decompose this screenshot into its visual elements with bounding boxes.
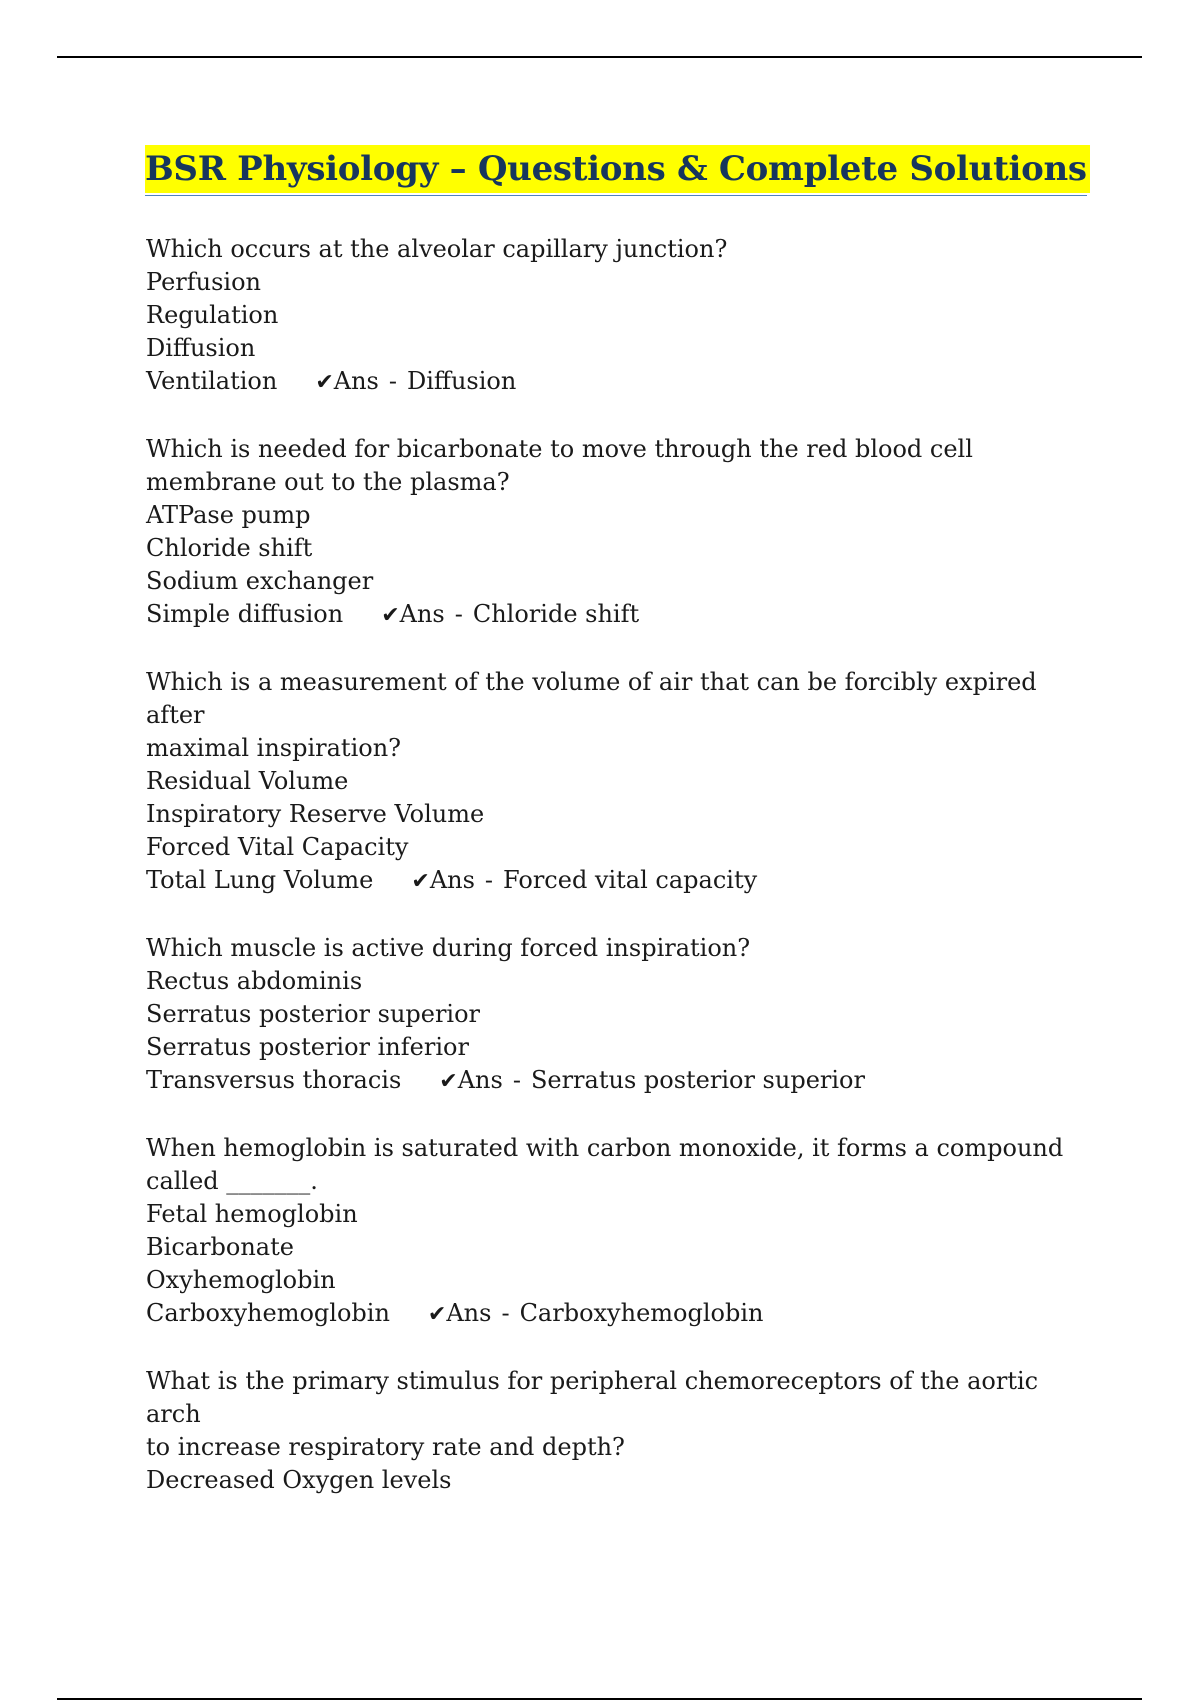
answer-label: Ans [457, 1066, 503, 1094]
answer-label: Ans [429, 866, 475, 894]
question-item [146, 666, 1096, 898]
answer-text: Diffusion [406, 367, 517, 395]
option: Forced Vital Capacity [146, 833, 409, 861]
answer-separator: - [501, 1299, 510, 1327]
answer [411, 864, 757, 898]
question-text: Which occurs at the alveolar capillary junction? [146, 235, 728, 263]
option: Decreased Oxygen levels [146, 1466, 452, 1494]
option: Regulation [146, 301, 279, 329]
option-with-answer [146, 1064, 1096, 1098]
option-with-answer [146, 864, 1096, 898]
answer-separator: - [454, 600, 463, 628]
option: Rectus abdominis [146, 967, 363, 995]
question-text: Which is needed for bicarbonate to move through the red blood cell [146, 435, 973, 463]
question-text: Which is a measurement of the volume of air that can be forcibly expired after [146, 668, 1045, 729]
answer-text: Carboxyhemoglobin [519, 1299, 764, 1327]
option: Carboxyhemoglobin [146, 1299, 390, 1327]
answer [439, 1064, 865, 1098]
checkmark-icon: ✔ [381, 603, 400, 628]
answer-text: Chloride shift [472, 600, 640, 628]
checkmark-icon: ✔ [439, 1069, 458, 1094]
answer-label: Ans [446, 1299, 492, 1327]
question-text: membrane out to the plasma? [146, 468, 510, 496]
question-item [146, 1132, 1096, 1331]
top-rule [57, 56, 1142, 58]
option: Fetal hemoglobin [146, 1200, 358, 1228]
answer-separator: - [484, 866, 494, 894]
option: Residual Volume [146, 767, 349, 795]
question-item [146, 433, 1096, 632]
option: Bicarbonate [146, 1233, 294, 1261]
answer-text: Serratus posterior superior [530, 1066, 865, 1094]
answer-text: Forced vital capacity [503, 866, 758, 894]
checkmark-icon: ✔ [411, 869, 430, 894]
option: Chloride shift [146, 534, 313, 562]
option: Serratus posterior superior [146, 1000, 481, 1028]
question-item [146, 932, 1096, 1098]
answer-label: Ans [399, 600, 445, 628]
question-text: to increase respiratory rate and depth? [146, 1433, 625, 1461]
option: Sodium exchanger [146, 567, 374, 595]
questions-list [146, 233, 1096, 1531]
option: Serratus posterior inferior [146, 1033, 469, 1061]
question-text: Which muscle is active during forced inspiration? [146, 934, 751, 962]
question-text: What is the primary stimulus for peripheral chemoreceptors of the aortic arch [146, 1367, 1046, 1428]
title-block [145, 145, 1087, 196]
answer-separator: - [388, 367, 397, 395]
option-with-answer [146, 598, 1096, 632]
question-item [146, 233, 1096, 399]
option: ATPase pump [146, 501, 311, 529]
answer [315, 365, 516, 399]
question-text: When hemoglobin is saturated with carbon monoxide, it forms a compound [146, 1134, 1064, 1162]
option-with-answer [146, 365, 1096, 399]
option: Ventilation [146, 367, 278, 395]
option: Diffusion [146, 334, 256, 362]
checkmark-icon: ✔ [315, 370, 334, 395]
option: Perfusion [146, 268, 261, 296]
option-with-answer [146, 1297, 1096, 1331]
option: Transversus thoracis [146, 1066, 402, 1094]
option: Simple diffusion [146, 600, 344, 628]
answer [428, 1297, 764, 1331]
page-title: BSR Physiology – Questions & Complete Solutions [145, 145, 1090, 193]
checkmark-icon: ✔ [427, 1302, 447, 1327]
option: Oxyhemoglobin [146, 1266, 336, 1294]
answer [381, 598, 639, 632]
option: Inspiratory Reserve Volume [146, 800, 485, 828]
option: Total Lung Volume [146, 866, 374, 894]
answer-label: Ans [333, 367, 379, 395]
question-item [146, 1365, 1096, 1497]
question-text: called _______. [146, 1167, 318, 1195]
answer-separator: - [512, 1066, 521, 1094]
question-text: maximal inspiration? [146, 734, 402, 762]
